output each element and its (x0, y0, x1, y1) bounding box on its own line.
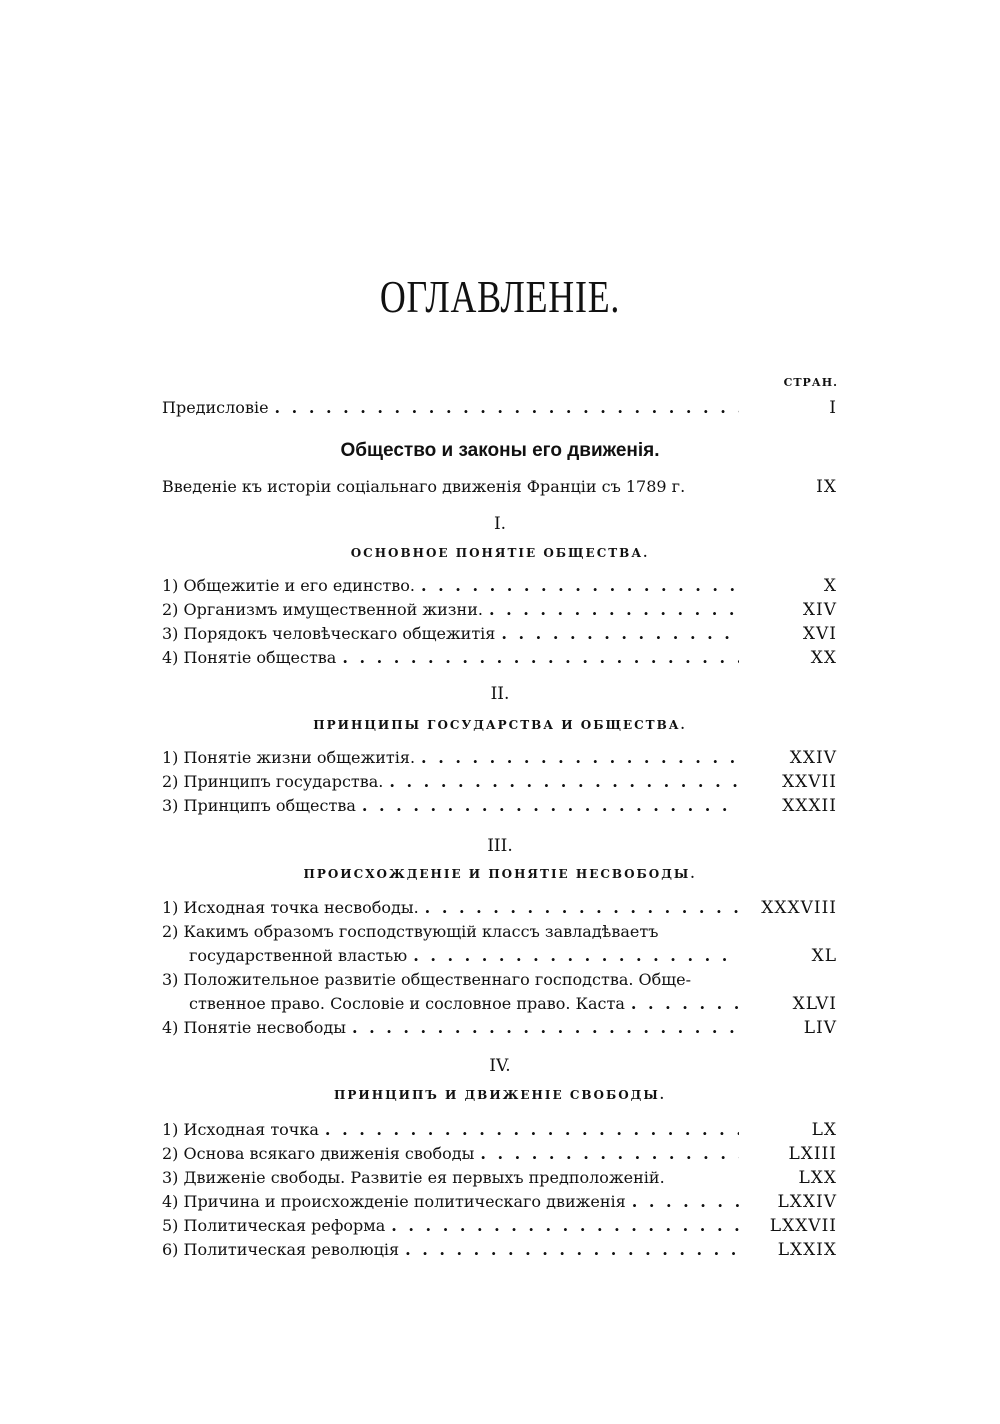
leader-dots (483, 598, 739, 622)
entry-label-continued: государственной властью (189, 946, 408, 965)
toc-entry (162, 746, 837, 770)
leader-dots (383, 770, 739, 794)
preface-entry (162, 396, 837, 420)
chapter-title: ПРОИСХОЖДЕНІЕ И ПОНЯТІЕ НЕСВОБОДЫ. (303, 867, 697, 881)
leader-dots (399, 1238, 739, 1262)
entry-continuation (162, 992, 837, 1016)
chapter-roman: I. (493, 514, 507, 534)
entry-page: LXXIV (777, 1192, 837, 1212)
leader-dots (336, 646, 739, 670)
entry-page: XXXII (782, 796, 837, 816)
intro-label: Введеніе къ исторіи соціальнаго движенія Франціи съ 1789 г. (162, 477, 686, 496)
entry-page: X (823, 576, 837, 596)
entry-page: LXIII (788, 1144, 837, 1164)
leader-dots (346, 1016, 739, 1040)
leader-dots (419, 896, 739, 920)
entry-label: 2) Принципъ государства. (162, 772, 384, 791)
page-column-label: СТРАН. (783, 376, 838, 389)
preface-page: I (829, 398, 837, 418)
entry-page: XXIV (789, 748, 837, 768)
toc-entry (162, 1214, 837, 1238)
toc-entry (162, 622, 837, 646)
entry-label: 1) Исходная точка несвободы. (162, 898, 419, 917)
entry-page: LXXIX (777, 1240, 837, 1260)
entry-label: 6) Политическая революція (162, 1240, 400, 1259)
toc-entry (162, 1238, 837, 1262)
entry-label-continued: ственное право. Сословіе и сословное право. Каста (189, 994, 625, 1013)
entry-label: 2) Основа всякаго движенія свободы (162, 1144, 475, 1163)
entry-page: LIV (803, 1018, 837, 1038)
entry-page: XVI (802, 624, 837, 644)
chapter-roman: II. (490, 684, 510, 704)
chapter-roman: IV. (489, 1056, 511, 1076)
leader-dots (625, 992, 739, 1016)
leader-dots (495, 622, 739, 646)
toc-entry (162, 1118, 837, 1142)
leader-dots (407, 944, 739, 968)
preface-label: Предисловіе (162, 398, 269, 417)
leader-dots (319, 1118, 739, 1142)
entry-page: XXVII (782, 772, 837, 792)
toc-entry (162, 1190, 837, 1214)
entry-page: LX (811, 1120, 837, 1140)
entry-label: 3) Движеніе свободы. Развитіе ея первыхъ предположеній. (162, 1168, 665, 1187)
chapter-title: ПРИНЦИПЫ ГОСУДАРСТВА И ОБЩЕСТВА. (313, 718, 687, 732)
leader-dots (415, 574, 739, 598)
toc-entry (162, 794, 837, 818)
entry-label: 4) Понятіе общества (162, 648, 337, 667)
chapter-title: ПРИНЦИПЪ И ДВИЖЕНІЕ СВОБОДЫ. (334, 1088, 666, 1102)
entry-label: 2) Организмъ имущественной жизни. (162, 600, 483, 619)
entry-continuation (162, 944, 837, 968)
entry-label: 1) Понятіе жизни общежитія. (162, 748, 416, 767)
entry-label: 5) Политическая реформа (162, 1216, 386, 1235)
toc-entry (162, 1016, 837, 1040)
toc-entry (162, 1142, 837, 1166)
toc-entry (162, 770, 837, 794)
entry-page: LXX (798, 1168, 837, 1188)
chapter-title: ОСНОВНОЕ ПОНЯТІЕ ОБЩЕСТВА. (350, 546, 650, 560)
leader-dots (474, 1142, 739, 1166)
entry-label: 3) Порядокъ человѣческаго общежитія (162, 624, 496, 643)
leader-dots (626, 1190, 739, 1214)
toc-entry (162, 646, 837, 670)
section-heading: Общество и законы его движенія. (340, 440, 660, 461)
leader-dots (415, 746, 739, 770)
leader-dots (385, 1214, 739, 1238)
toc-entry (162, 574, 837, 598)
toc-entry (162, 896, 837, 920)
entry-label: 2) Какимъ образомъ господствующій классъ завладѣваетъ (162, 922, 659, 941)
entry-label: 1) Общежитіе и его единство. (162, 576, 416, 595)
entry-page: LXXVII (769, 1216, 837, 1236)
entry-label: 3) Положительное развитіе общественнаго господства. Обще- (162, 970, 692, 989)
page-title: ОГЛАВЛЕНІЕ. (379, 271, 621, 322)
toc-entry (162, 1166, 837, 1190)
toc-entry (162, 598, 837, 622)
toc-entry-multiline (162, 968, 837, 1016)
toc-entry-multiline (162, 920, 837, 968)
chapter-roman: III. (487, 836, 513, 856)
leader-dots (356, 794, 739, 818)
entry-page: XLVI (792, 994, 837, 1014)
entry-label: 1) Исходная точка (162, 1120, 319, 1139)
entry-page: XX (810, 648, 837, 668)
entry-label: 3) Принципъ общества (162, 796, 356, 815)
intro-entry (162, 475, 837, 499)
entry-label: 4) Понятіе несвободы (162, 1018, 346, 1037)
entry-page: XIV (802, 600, 837, 620)
entry-page: XXXVIII (761, 898, 837, 918)
intro-page: IX (816, 477, 837, 497)
leader-dots (269, 396, 739, 420)
entry-page: XL (811, 946, 837, 966)
entry-label: 4) Причина и происхожденіе политическаго движенія (162, 1192, 626, 1211)
